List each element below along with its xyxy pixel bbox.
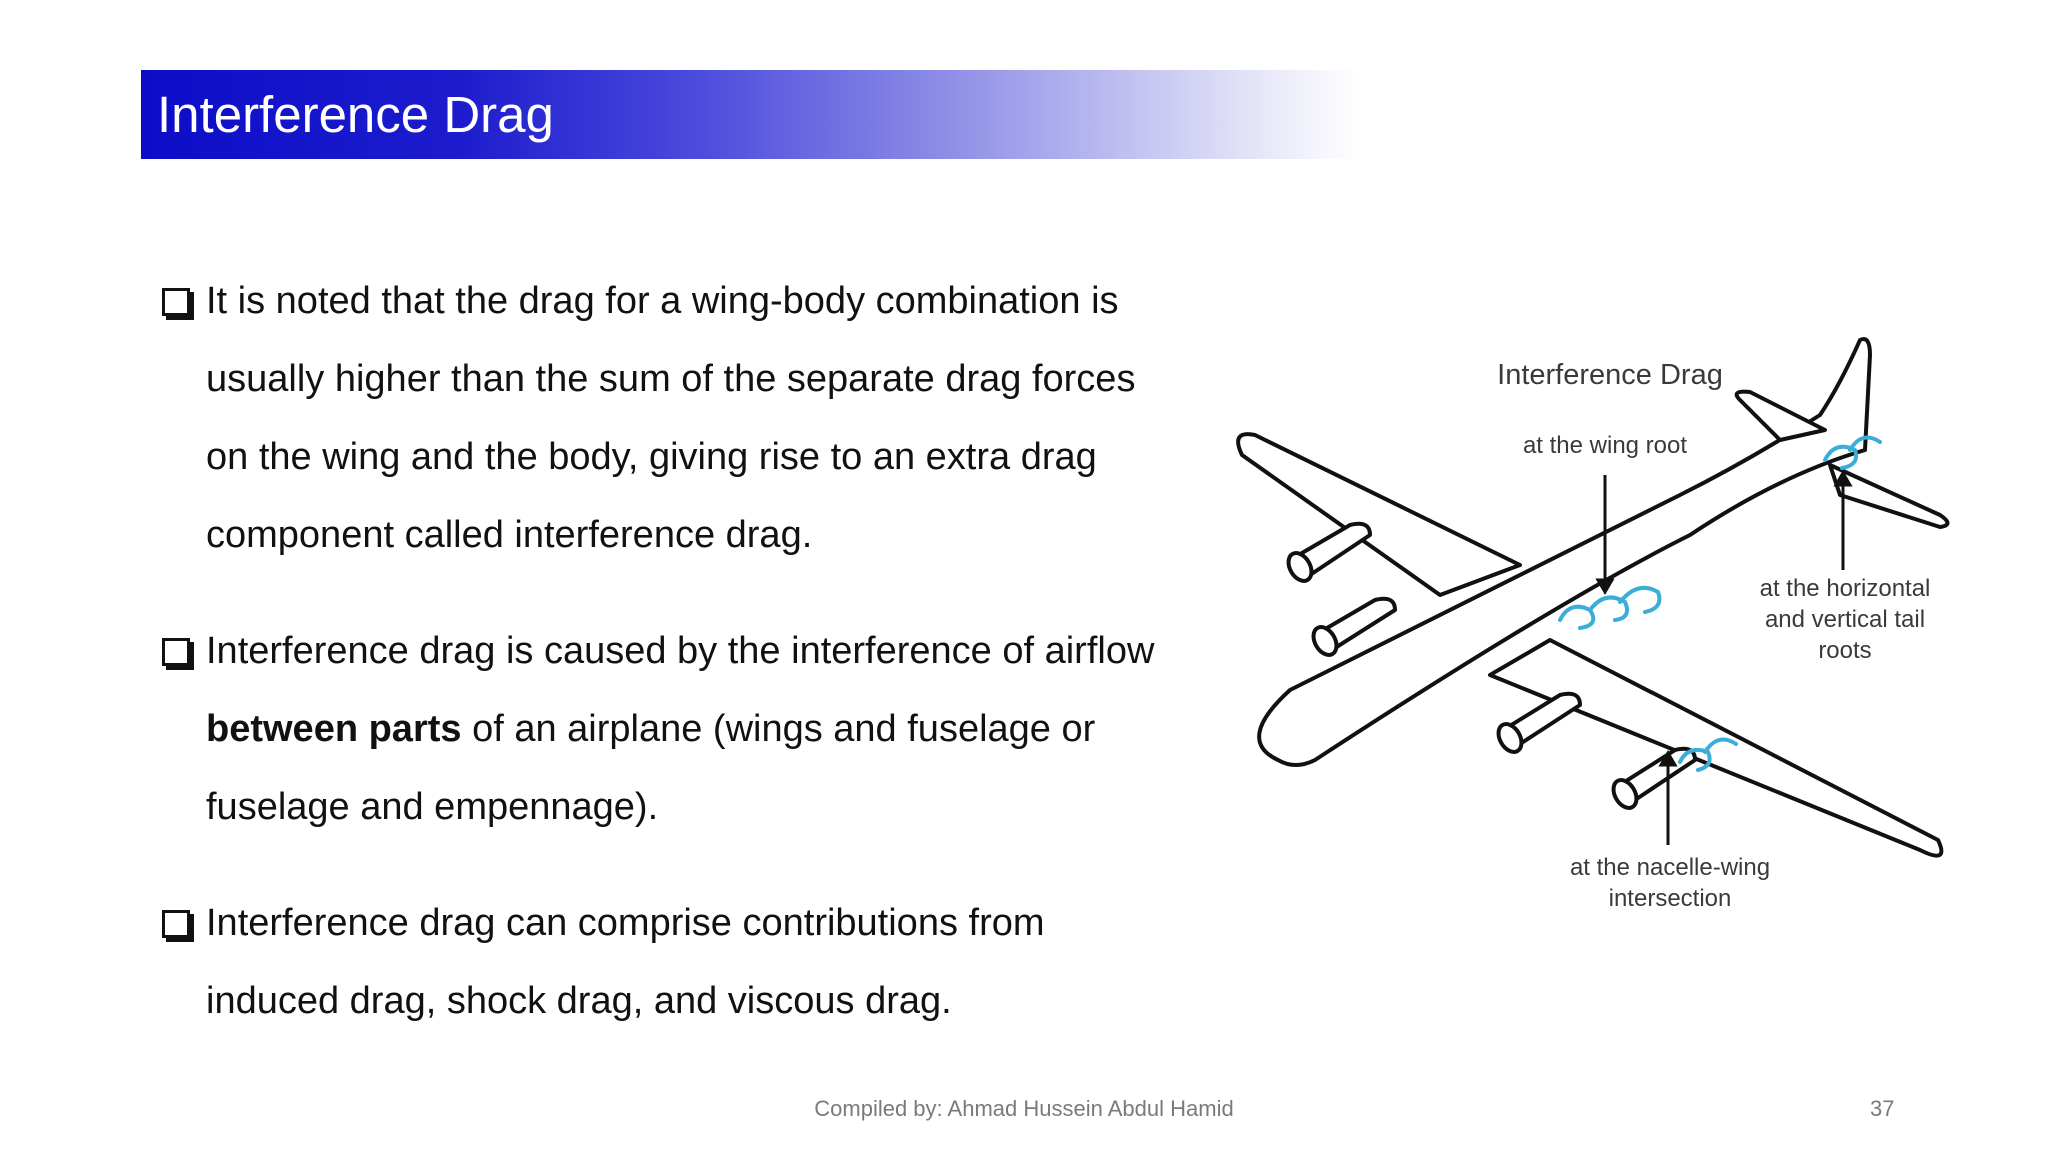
bullet-item	[158, 884, 1158, 1040]
bullet-text: Interference drag can comprise contributions from induced drag, shock drag, and viscous drag.	[206, 902, 1045, 1022]
bullet-item	[158, 612, 1158, 846]
figure-title: Interference Drag	[1497, 359, 1723, 391]
bullet-item	[158, 262, 1158, 574]
footer-compiled-by: Compiled by: Ahmad Hussein Abdul Hamid	[814, 1096, 1234, 1121]
label-nacelle-wing: at the nacelle-wing intersection	[1569, 854, 1771, 912]
airplane-figure	[1220, 330, 1970, 940]
checkbox-bullet-icon	[162, 910, 190, 938]
bullet-text-end: of an airplane (wings and fuselage or fuselage and empennage).	[206, 708, 1096, 828]
bullet-list	[158, 262, 1158, 1040]
horizontal-tail-upper	[1737, 392, 1825, 440]
label-wing-root: at the wing root	[1522, 432, 1688, 459]
lower-wing	[1490, 640, 1941, 856]
label-tail-roots: at the horizontal and vertical tail roots	[1759, 575, 1931, 664]
slide-title: Interference Drag	[157, 86, 554, 143]
bullet-text-start: Interference drag is caused by the interference of airflow	[206, 630, 1155, 672]
horizontal-tail-lower	[1830, 465, 1948, 527]
bullet-text-bold: between parts	[206, 708, 462, 750]
page-number: 37	[1870, 1096, 1895, 1121]
checkbox-bullet-icon	[162, 638, 190, 666]
title-bar	[141, 70, 1358, 159]
bullet-text: It is noted that the drag for a wing-body combination is usually higher than the sum of the separate drag forces on the wing and the body, giving rise to an extra drag component called interference drag.	[206, 280, 1136, 556]
checkbox-bullet-icon	[162, 288, 190, 316]
